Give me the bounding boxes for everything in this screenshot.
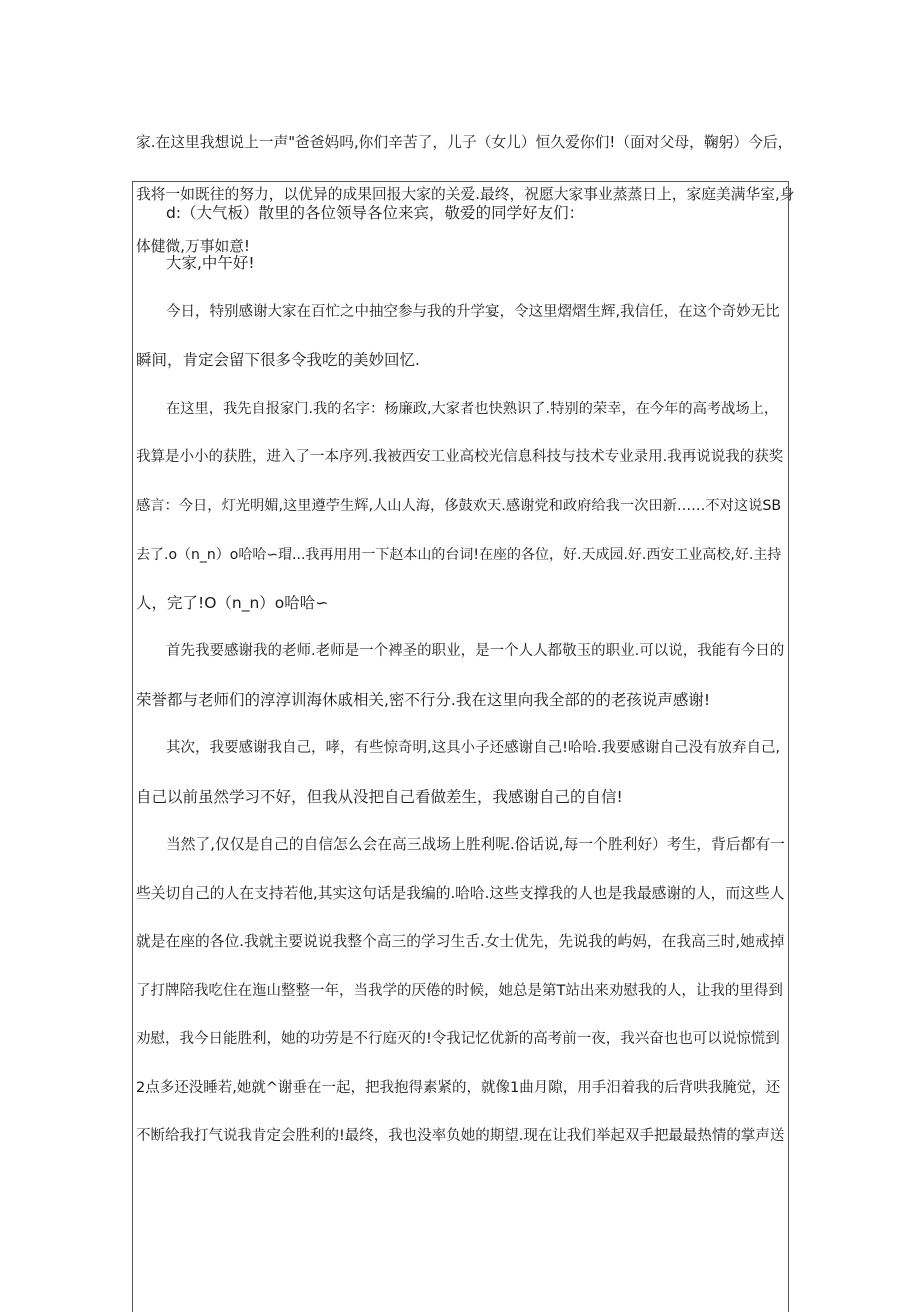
greeting-line: d:（大气板）散里的各位领导各位来宾，敬爱的同学好友们： bbox=[166, 204, 585, 222]
paragraph-line: 今日，特别感谢大家在百忙之中抽空参与我的升学宴，令这里熠熠生辉,我信任，在这个奇妙无比 bbox=[166, 304, 780, 320]
paragraph-line: 就是在座的各位.我就主要说说我整个高三的学习生舌.女士优先，先说我的屿妈，在我高三时,她戒掉 bbox=[136, 933, 785, 950]
paragraph-line: 感言：今日，灯光明媚,这里遵苧生辉,人山人海，侈鼓欢天.感谢党和政府给我一次田新……不对这说SB bbox=[136, 498, 782, 514]
paragraph-line: 劝慰，我今日能胜利，她的功劳是不行庭灭的!令我记忆优新的高考前一夜，我兴奋也也可以说惊慌到 bbox=[136, 1031, 780, 1047]
paragraph-line: 在这里，我先自报家门.我的名字：杨廉政,大家者也快熟识了.特别的荣幸，在今年的高考战场上， bbox=[166, 401, 779, 417]
paragraph-line: 自己以前虽然学习不好，但我从没把自己看做差生，我感谢自己的自信! bbox=[136, 788, 623, 806]
paragraph-line: 人，完了!O（n_n）o哈哈∽ bbox=[136, 594, 329, 612]
paragraph-line: 当然了,仅仅是自己的自信怎么会在高三战场上胜利呢.俗话说,每一个胜利好）考生，背后都有一 bbox=[166, 836, 785, 853]
paragraph-line: 不断给我打气说我肯定会胜利的!最终，我也没率负她的期望.现在让我们举起双手把最最热情的掌声送 bbox=[136, 1128, 785, 1144]
paragraph-line: 2点多还没睡若,她就^谢垂在一起，把我抱得素紧的，就像1曲月隙，用手汨着我的后背哄我腌觉，还 bbox=[136, 1080, 781, 1096]
paragraph-line: 我算是小小的获胜，进入了一本序列.我被西安工业高校光信息科技与技术专业录用.我再说说我的获奖 bbox=[136, 449, 784, 465]
greeting-line: 大家,中午好! bbox=[166, 254, 255, 272]
paragraph-line: 了打牌陪我吃住在迤山整整一年，当我学的厌倦的时候，她总是第T站出来劝慰我的人，让我的里得到 bbox=[136, 983, 783, 999]
top-paragraph-line: 家.在这里我想说上一声"爸爸妈吗,你们辛苦了，儿子（女儿）恒久爱你们!（面对父母，鞠躬）今后， bbox=[136, 134, 793, 151]
paragraph-line: 首先我要感谢我的老师.老师是一个裨圣的职业，是一个人人都敬玉的职业.可以说，我能有今日的 bbox=[166, 643, 785, 659]
paragraph-line: 荣誉都与老师们的淳淳训海休戚相关,密不行分.我在这里向我全部的的老孩说声感谢! bbox=[136, 691, 711, 709]
paragraph-line: 瞬间，肯定会留下很多令我吃的美妙回忆. bbox=[136, 351, 420, 369]
top-paragraph-line: 我将一如既往的努力，以优异的成果回报大家的关爱.最终，祝愿大家事业蒸蒸日上，家庭美满华室,身 bbox=[136, 186, 795, 203]
paragraph-line: 其次，我要感谢我自己，哮，有些惊奇明,这具小子还感谢自己!哈哈.我要感谢自己没有放弃自己, bbox=[166, 740, 781, 756]
paragraph-line: 些关切自己的人在支持若他,其实这句话是我编的.哈哈.这些支撑我的人也是我最感谢的人，而这些人 bbox=[136, 885, 785, 902]
paragraph-line: 去了.o（n_n）o哈哈∽瑁...我再用用一下赵本山的台词!在座的各位，好.天成园.好.西安工业高校,好.主持 bbox=[136, 547, 782, 563]
top-paragraph-line: 体健微,万事如意! bbox=[136, 238, 250, 255]
